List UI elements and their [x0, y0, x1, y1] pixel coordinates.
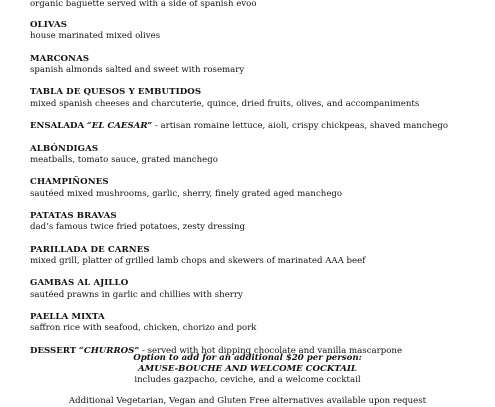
dessert-name: DESSERT	[30, 345, 77, 356]
menu-item-tabla	[30, 87, 480, 109]
menu-item-description: meatballs, tomato sauce, grated manchego	[30, 154, 218, 165]
menu-item-title: TABLA DE QUESOS Y EMBUTIDOS	[30, 87, 202, 98]
ensalada-line	[30, 121, 480, 132]
menu-item-description: sautéed mixed mushrooms, garlic, sherry, finely grated aged manchego	[30, 188, 343, 199]
menu-item-title: MARCONAS	[30, 53, 90, 64]
option-title: AMUSE-BOUCHE AND WELCOME COCKTAIL	[138, 364, 357, 374]
menu-item-title: GAMBAS AL AJILLO	[30, 278, 129, 289]
dietary-note: Additional Vegetarian, Vegan and Gluten Free alternatives available upon request	[68, 396, 427, 406]
dessert-special: “CHURROS”	[78, 345, 140, 356]
menu-item-marconas	[30, 54, 480, 76]
menu-item-parillada	[30, 245, 480, 267]
ensalada-description: - artisan romaine lettuce, aioli, crispy chickpeas, shaved manchego	[152, 121, 449, 132]
menu-item-title: ALBÓNDIGAS	[30, 143, 99, 154]
menu-item-title: PARILLADA DE CARNES	[30, 244, 150, 255]
menu-list	[30, 0, 480, 368]
ensalada-special: “EL CAESAR”	[86, 121, 153, 132]
menu-item-gambas	[30, 278, 480, 300]
menu-item-description: sautéed prawns in garlic and chillies with sherry	[30, 289, 243, 300]
menu-item-description: saffron rice with seafood, chicken, chorizo and pork	[30, 323, 257, 334]
add-on-option	[0, 353, 495, 386]
menu-item-ensalada	[30, 121, 480, 132]
bread-description: organic baguette served with a side of spanish evoo	[30, 0, 257, 9]
menu-item-patatas	[30, 211, 480, 233]
menu-item-title: PAELLA MIXTA	[30, 312, 105, 323]
menu-item-description: mixed spanish cheeses and charcuterie, quince, dried fruits, olives, and accompaniments	[30, 98, 420, 109]
menu-item-title: PATATAS BRAVAS	[30, 211, 117, 222]
menu-item-albondigas	[30, 144, 480, 166]
dessert-description: - served with hot dipping chocolate and vanilla mascarpone	[139, 345, 403, 356]
menu-item-olivas	[30, 20, 480, 42]
ensalada-name: ENSALADA	[30, 121, 85, 132]
menu-item-title: OLIVAS	[30, 20, 68, 30]
menu-item-description: house marinated mixed olives	[30, 31, 161, 42]
option-headline: Option to add for an additional $20 per person:	[133, 353, 362, 363]
option-description: includes gazpacho, ceviche, and a welcome cocktail	[134, 375, 361, 385]
menu-item-title: CHAMPIÑONES	[30, 177, 109, 188]
menu-item-description: mixed grill, platter of grilled lamb chops and skewers of marinated AAA beef	[30, 255, 366, 266]
menu-item-description: dad’s famous twice fried potatoes, zesty dressing	[30, 222, 246, 233]
menu-item-paella	[30, 312, 480, 334]
menu-item-champinones	[30, 177, 480, 199]
menu-item-description: spanish almonds salted and sweet with rosemary	[30, 64, 245, 75]
